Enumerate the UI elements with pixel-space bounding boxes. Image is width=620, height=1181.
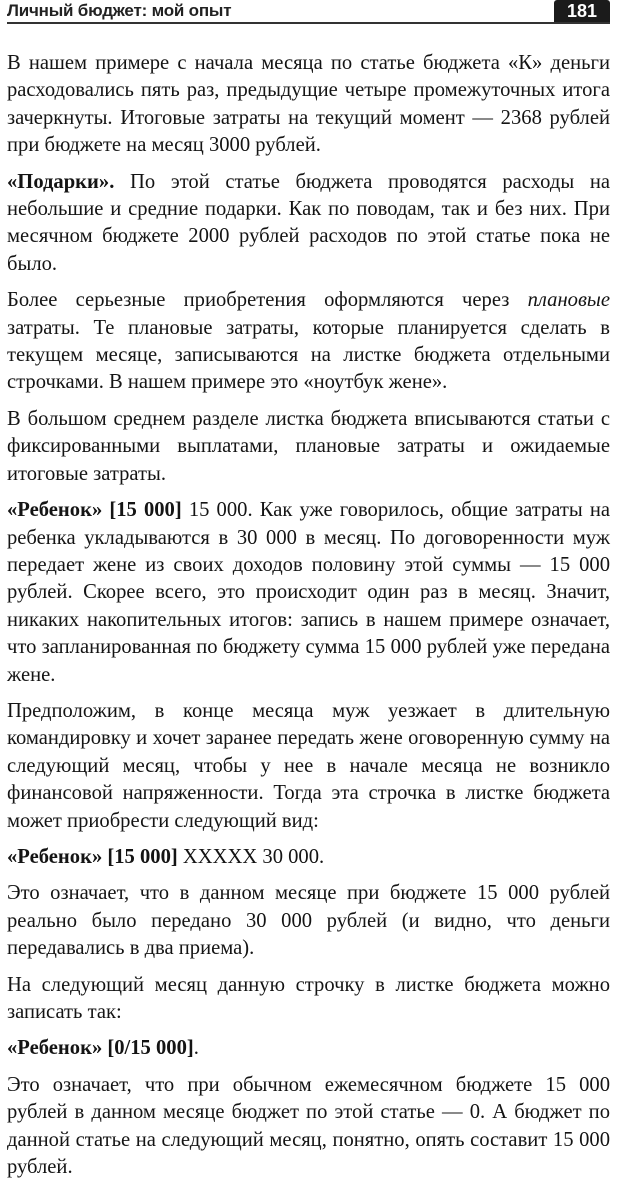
paragraph-text: XXXXX 30 000.: [177, 845, 325, 868]
budget-item-label: «Подарки».: [7, 170, 115, 193]
paragraph-text: .: [193, 1037, 199, 1060]
paragraph-text: На следующий месяц данную строчку в листке бюджета можно записать так:: [7, 973, 610, 1023]
emphasized-term: плановые: [527, 289, 610, 312]
paragraph-text: Это означает, что при обычном ежемесячном бюджете 15 000 рублей в данном месяце бюджет по этой статье — 0. А бюджет по данной статье на следующий месяц, понятно, опять составит 15 000 рублей.: [7, 1073, 610, 1179]
paragraph: [7, 972, 610, 1027]
budget-item-label: «Ребенок» [0/15 000]: [7, 1037, 194, 1060]
paragraph-text: Предположим, в конце месяца муж уезжает в длительную командировку и хочет заранее передать жене оговоренную сумму на следующий месяц, чтобы у нее в начале месяца не возникло финансовой напряженности. Тогда эта строчка в листке бюджета может приобрести следующий вид:: [7, 699, 610, 832]
paragraph-text: По этой статье бюджета проводятся расходы на небольшие и средние подарки. Как по поводам, так и без них. При месячном бюджете 2000 рублей расходов по этой статье пока не было.: [7, 170, 610, 275]
header-rule: [7, 22, 610, 24]
paragraph-text: Более серьезные приобретения оформляются через: [7, 289, 528, 312]
paragraph: [7, 287, 610, 397]
paragraph: [7, 497, 610, 689]
paragraph: [7, 880, 610, 962]
paragraph-text: Это означает, что в данном месяце при бюджете 15 000 рублей реально было передано 30 000 рублей (и видно, что деньги передавались в два приема).: [7, 882, 610, 960]
paragraph: [7, 844, 610, 871]
body-text: [7, 50, 610, 1181]
page-number-badge: 181: [554, 0, 610, 22]
paragraph: [7, 169, 610, 279]
paragraph: [7, 50, 610, 160]
paragraph-text: В нашем примере с начала месяца по статье бюджета «К» деньги расходовались пять раз, предыдущие четыре промежуточных итога зачеркнуты. Итоговые затраты на текущий момент — 2368 рублей при бюджете на месяц 3000 рублей.: [7, 52, 610, 157]
budget-item-label: «Ребенок» [15 000]: [7, 845, 178, 868]
budget-item-label: «Ребенок» [15 000]: [7, 499, 182, 522]
paragraph: [7, 406, 610, 488]
paragraph: [7, 1072, 610, 1181]
paragraph-text: В большом среднем разделе листка бюджета вписываются статьи с фиксированными выплатами, плановые затраты и ожидаемые итоговые затраты.: [7, 407, 610, 485]
paragraph-text: затраты. Те плановые затраты, которые планируется сделать в текущем месяце, записываются на листке бюджета отдельными строчками. В нашем примере это «ноутбук жене».: [7, 316, 610, 394]
running-header: [7, 0, 610, 30]
header-title: Личный бюджет: мой опыт: [7, 1, 232, 20]
paragraph: [7, 1035, 610, 1062]
paragraph: [7, 698, 610, 835]
paragraph-text: 15 000. Как уже говорилось, общие затраты на ребенка укладываются в 30 000 в месяц. По договоренности муж передает жене из своих доходов половину этой суммы — 15 000 рублей. Скорее всего, это происходит один раз в месяц. Значит, никаких накопительных итогов: запись в нашем примере означает, что запланированная по бюджету сумма 15 000 рублей уже передана жене.: [7, 499, 610, 686]
